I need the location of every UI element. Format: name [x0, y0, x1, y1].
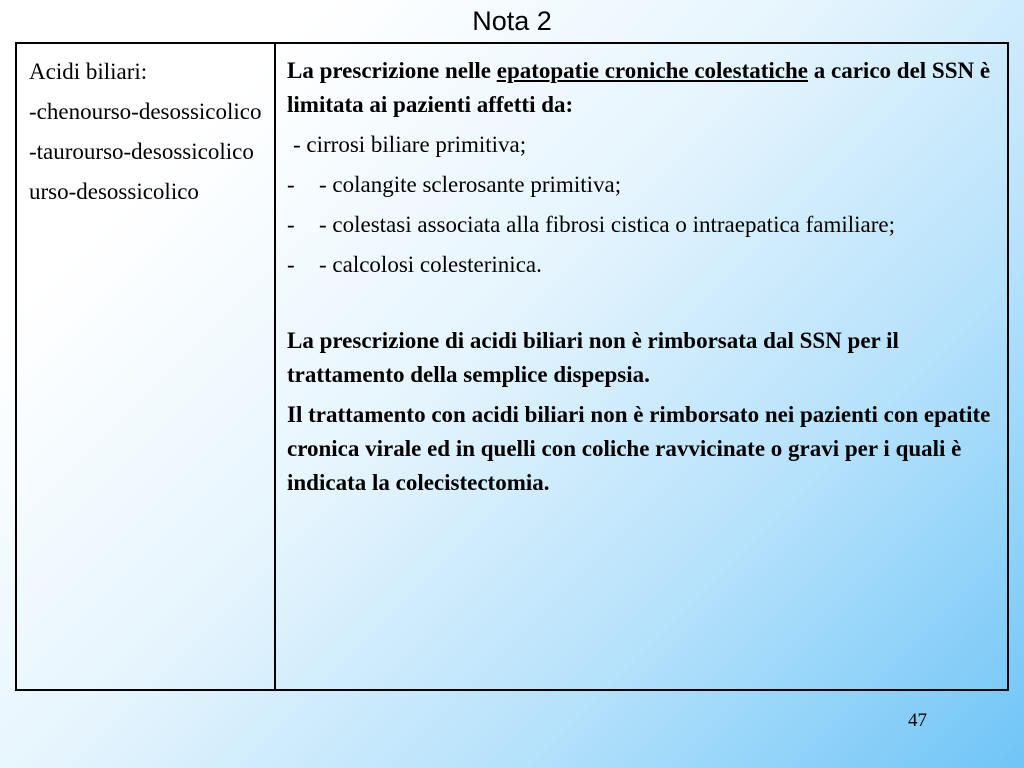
- prescription-intro: [287, 54, 995, 122]
- drug-item-taurourso: -taurourso-desossicolico: [29, 139, 254, 164]
- condition-item: [287, 248, 995, 282]
- intro-text-end: a carico del SSN è limitata ai pazienti affetti da:: [287, 58, 991, 117]
- reimbursement-note: La prescrizione di acidi biliari non è rimborsata dal SSN per il trattamento della semplice dispepsia.: [287, 328, 899, 387]
- condition-item: [287, 168, 995, 202]
- condition-text: - calcolosi colesterinica.: [319, 252, 542, 277]
- intro-text-start: La prescrizione nelle: [287, 58, 497, 83]
- drug-column: [17, 44, 276, 689]
- content-table: [15, 42, 1009, 691]
- drug-item-urso: urso-desossicolico: [29, 179, 199, 204]
- intro-underlined-term: epatopatie croniche colestatiche: [496, 58, 809, 83]
- list-dash: -: [287, 212, 295, 237]
- list-dash: -: [287, 172, 295, 197]
- treatment-note: Il trattamento con acidi biliari non è rimborsato nei pazienti con epatite cronica virale ed in quelli con coliche ravvicinate o gravi per i quali è indicata la colecistectomia.: [287, 402, 991, 495]
- drug-item-chenourso: -chenourso-desossicolico: [29, 99, 262, 124]
- page-number: 47: [908, 710, 927, 731]
- paragraph-spacer: [287, 288, 995, 324]
- condition-item: [287, 208, 995, 242]
- slide-title: Nota 2: [472, 6, 552, 36]
- drug-class-label: Acidi biliari:: [29, 59, 148, 84]
- condition-text: - colangite sclerosante primitiva;: [319, 172, 622, 197]
- condition-item: - cirrosi biliare primitiva;: [293, 132, 527, 157]
- condition-text: - colestasi associata alla fibrosi cistica o intraepatica familiare;: [319, 212, 896, 237]
- prescription-column: [276, 44, 1007, 689]
- list-dash: -: [287, 252, 295, 277]
